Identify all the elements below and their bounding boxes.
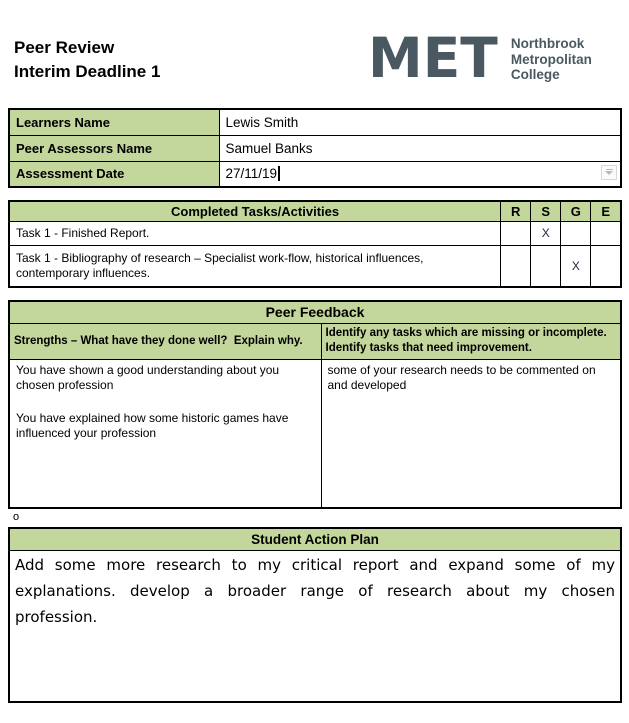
task-1-mark-s[interactable]: X: [531, 221, 561, 245]
peer-assessors-name-field[interactable]: Samuel Banks: [219, 135, 621, 161]
table-row: [9, 135, 621, 161]
page-title-line-1: Peer Review: [14, 38, 115, 57]
task-2-mark-g[interactable]: X: [561, 245, 591, 287]
improvements-feedback-field[interactable]: [321, 359, 621, 508]
table-subheader-row: [9, 323, 621, 359]
task-1-mark-r[interactable]: [501, 221, 531, 245]
table-row: [9, 221, 621, 245]
college-name-line-3: College: [510, 67, 560, 82]
peer-feedback-table: [8, 300, 622, 509]
grade-column-r: R: [501, 201, 531, 221]
task-2-description: Task 1 - Bibliography of research – Specialist work-flow, historical influences, contemporary influences.: [9, 245, 501, 287]
info-table: [8, 108, 622, 188]
table-row: [9, 550, 621, 702]
date-dropdown-button[interactable]: [601, 165, 617, 180]
task-1-description: Task 1 - Finished Report.: [9, 221, 501, 245]
student-action-plan-field[interactable]: Add some more research to my critical report and expand some of my explanations. develop a broader range of research about my chosen profession.: [9, 550, 621, 702]
grade-column-s: S: [531, 201, 561, 221]
college-name-line-2: Metropolitan: [510, 51, 592, 67]
text-cursor: [278, 166, 280, 181]
college-name: [511, 36, 592, 83]
learners-name-label: Learners Name: [9, 109, 219, 135]
table-row: [9, 359, 621, 508]
completed-tasks-header: Completed Tasks/Activities: [9, 201, 501, 221]
table-row: [9, 109, 621, 135]
strengths-feedback-field[interactable]: [9, 359, 321, 508]
table-header-row: [9, 528, 621, 550]
task-2-mark-e[interactable]: [591, 245, 621, 287]
task-2-mark-r[interactable]: [501, 245, 531, 287]
college-logo: [368, 26, 592, 90]
table-row: [9, 161, 621, 187]
grade-column-e: E: [591, 201, 621, 221]
task-1-mark-e[interactable]: [591, 221, 621, 245]
student-action-plan-table: [8, 527, 622, 703]
assessment-date-field[interactable]: [219, 161, 621, 187]
met-logo-text: MET: [368, 26, 498, 90]
table-header-row: [9, 301, 621, 323]
table-header-row: [9, 201, 621, 221]
stray-character: o: [13, 511, 20, 523]
chevron-down-icon: [605, 169, 613, 175]
completed-tasks-table: [8, 200, 622, 288]
table-row: [9, 245, 621, 287]
peer-assessors-name-label: Peer Assessors Name: [9, 135, 219, 161]
strengths-paragraph-1: You have shown a good understanding about you chosen profession: [16, 362, 280, 392]
learners-name-field[interactable]: Lewis Smith: [219, 109, 621, 135]
task-1-mark-g[interactable]: [561, 221, 591, 245]
strengths-paragraph-2: You have explained how some historic games have influenced your profession: [16, 410, 289, 440]
task-2-mark-s[interactable]: [531, 245, 561, 287]
student-action-plan-header: Student Action Plan: [9, 528, 621, 550]
improvements-paragraph-1: some of your research needs to be commented on and developed: [327, 362, 596, 392]
improvements-column-header: Identify any tasks which are missing or incomplete. Identify tasks that need improvement.: [321, 323, 621, 359]
page-title: [14, 36, 160, 84]
grade-column-g: G: [561, 201, 591, 221]
strengths-column-header: Strengths – What have they done well? Explain why.: [9, 323, 321, 359]
assessment-date-label: Assessment Date: [9, 161, 219, 187]
assessment-date-value: 27/11/19: [225, 166, 278, 182]
college-name-line-1: Northbrook: [510, 36, 585, 51]
peer-feedback-header: Peer Feedback: [9, 301, 621, 323]
page-title-line-2: Interim Deadline 1: [14, 62, 161, 81]
